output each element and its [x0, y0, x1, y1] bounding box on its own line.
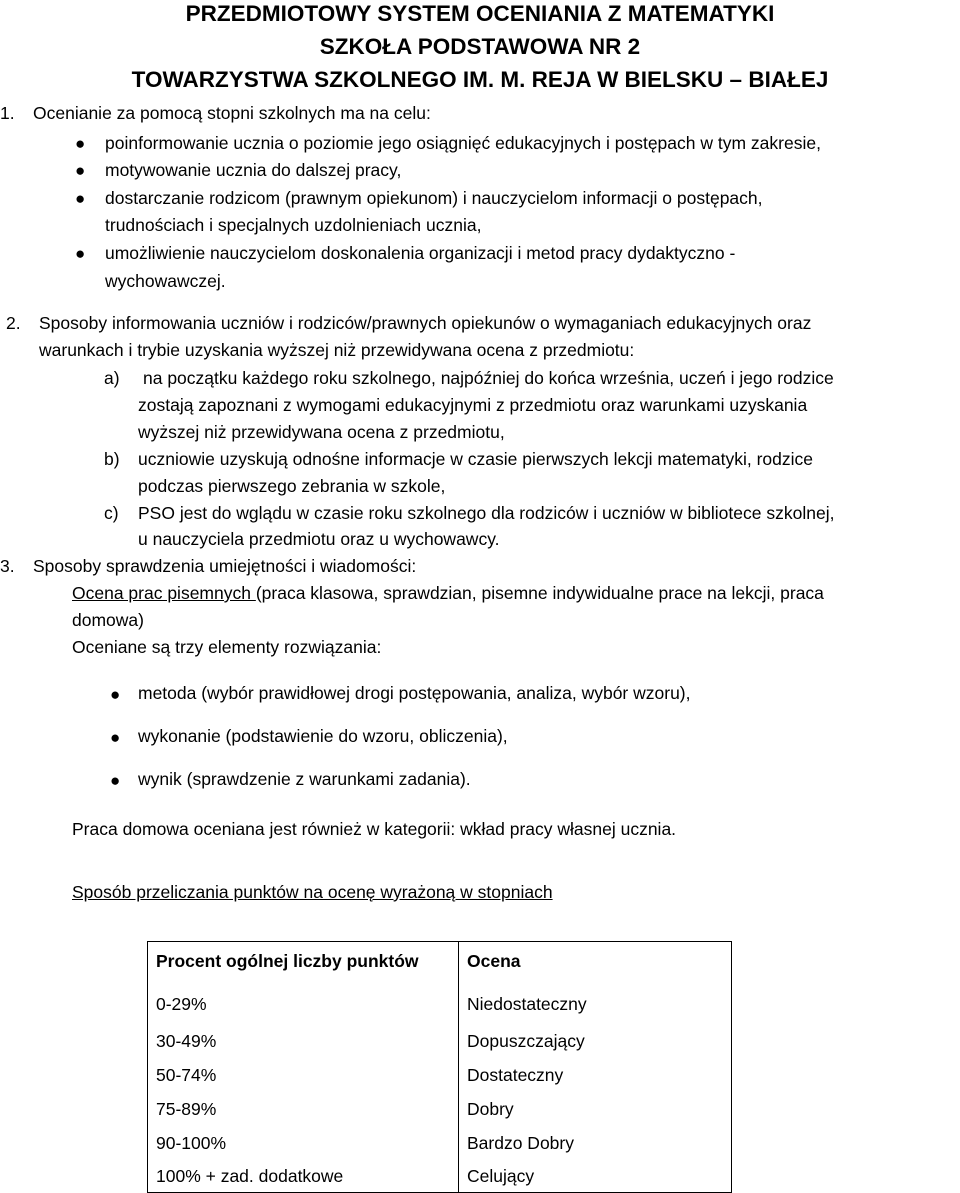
section-2-number: 2. — [6, 313, 21, 333]
table-cell: Niedostateczny — [459, 980, 732, 1024]
list-item-line: uczniowie uzyskują odnośne informacje w czasie pierwszych lekcji matematyki, rodzice — [138, 449, 813, 469]
list-item-line: na początku każdego roku szkolnego, najpóźniej do końca września, uczeń i jego rodzice — [143, 368, 834, 388]
written-work-line-2: domowa) — [72, 610, 144, 630]
table-row — [148, 1160, 732, 1193]
section-1-bullet-line: poinformowanie ucznia o poziomie jego osiągnięć edukacyjnych i postępach w tym zakresie, — [105, 133, 821, 153]
list-marker: a) — [104, 368, 120, 388]
written-work-line — [72, 580, 824, 606]
bullet-icon: ● — [110, 685, 121, 704]
table-cell: Celujący — [459, 1160, 732, 1193]
document-title-line-1: PRZEDMIOTOWY SYSTEM OCENIANIA Z MATEMATYKI — [185, 1, 775, 26]
list-item-line: PSO jest do wglądu w czasie roku szkolnego dla rodziców i uczniów w bibliotece szkolnej, — [138, 503, 835, 523]
section-3-number: 3. — [0, 556, 15, 576]
table-cell: Dobry — [459, 1092, 732, 1126]
table-cell: 90-100% — [148, 1126, 459, 1160]
conversion-heading: Sposób przeliczania punktów na ocenę wyrażoną w stopniach — [72, 882, 553, 902]
list-marker: b) — [104, 449, 120, 469]
section-1-bullet-line: trudnościach i specjalnych uzdolnieniach ucznia, — [105, 215, 482, 235]
bullet-icon: ● — [75, 244, 86, 263]
table-row — [148, 1126, 732, 1160]
list-item-line: wyższej niż przewidywana ocena z przedmiotu, — [138, 422, 505, 442]
section-2-heading: Sposoby informowania uczniów i rodziców/prawnych opiekunów o wymaganiach edukacyjnych oraz — [39, 313, 812, 333]
section-2-heading: warunkach i trybie uzyskania wyższej niż przewidywana ocena z przedmiotu: — [39, 340, 635, 360]
table-row — [148, 1058, 732, 1092]
section-1-bullet-line: wychowawczej. — [105, 271, 226, 291]
bullet-icon: ● — [75, 161, 86, 180]
list-item-line: podczas pierwszego zebrania w szkole, — [138, 476, 446, 496]
homework-note: Praca domowa oceniana jest również w kategorii: wkład pracy własnej ucznia. — [72, 819, 677, 839]
element-item: wynik (sprawdzenie z warunkami zadania). — [138, 769, 471, 789]
section-1-bullet-line: umożliwienie nauczycielom doskonalenia organizacji i metod pracy dydaktyczno - — [105, 243, 736, 263]
table-header-cell: Procent ogólnej liczby punktów — [148, 942, 459, 981]
section-3-heading: Sposoby sprawdzenia umiejętności i wiadomości: — [33, 556, 417, 576]
bullet-icon: ● — [110, 728, 121, 747]
table-cell: 30-49% — [148, 1024, 459, 1058]
table-header-cell: Ocena — [459, 942, 732, 981]
document-title-line-3: TOWARZYSTWA SZKOLNEGO IM. M. REJA W BIELSKU – BIAŁEJ — [131, 67, 829, 92]
list-item-line: zostają zapoznani z wymogami edukacyjnymi z przedmiotu oraz warunkami uzyskania — [138, 395, 808, 415]
bullet-icon: ● — [110, 771, 121, 790]
document-title-line-2: SZKOŁA PODSTAWOWA NR 2 — [319, 34, 641, 59]
table-cell: 100% + zad. dodatkowe — [148, 1160, 459, 1193]
table-row — [148, 1024, 732, 1058]
element-item: metoda (wybór prawidłowej drogi postępowania, analiza, wybór wzoru), — [138, 683, 691, 703]
table-row — [148, 1092, 732, 1126]
grade-conversion-table — [147, 941, 732, 1193]
written-work-underlined: Ocena prac pisemnych — [72, 583, 256, 603]
table-row — [148, 980, 732, 1024]
element-item: wykonanie (podstawienie do wzoru, obliczenia), — [138, 726, 508, 746]
table-cell: 50-74% — [148, 1058, 459, 1092]
list-marker: c) — [104, 503, 119, 523]
table-cell: 75-89% — [148, 1092, 459, 1126]
bullet-icon: ● — [75, 189, 86, 208]
section-1-heading: Ocenianie za pomocą stopni szkolnych ma na celu: — [33, 103, 431, 123]
section-1-number: 1. — [0, 103, 15, 123]
table-cell: Dopuszczający — [459, 1024, 732, 1058]
table-header-row — [148, 942, 732, 981]
table-cell: Dostateczny — [459, 1058, 732, 1092]
section-1-bullet-line: motywowanie ucznia do dalszej pracy, — [105, 160, 402, 180]
list-item-line: u nauczyciela przedmiotu oraz u wychowawcy. — [138, 529, 500, 549]
table-cell: Bardzo Dobry — [459, 1126, 732, 1160]
elements-intro: Oceniane są trzy elementy rozwiązania: — [72, 637, 382, 657]
section-1-bullet-line: dostarczanie rodzicom (prawnym opiekunom) i nauczycielom informacji o postępach, — [105, 188, 763, 208]
written-work-rest: (praca klasowa, sprawdzian, pisemne indywidualne prace na lekcji, praca — [255, 583, 824, 603]
table-cell: 0-29% — [148, 980, 459, 1024]
bullet-icon: ● — [75, 134, 86, 153]
